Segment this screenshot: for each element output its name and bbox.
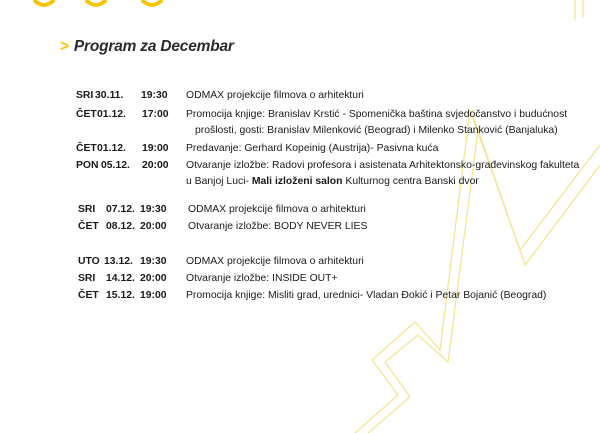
event-day: ČET: [76, 109, 97, 120]
event-day: ČET: [78, 290, 99, 301]
logo-arc-mid: [86, 0, 106, 5]
event-time: 19:30: [140, 204, 167, 215]
event-time: 20:00: [140, 273, 167, 284]
event-day: SRI: [78, 273, 96, 284]
logo-arc-left: [34, 0, 54, 5]
event-day: ČET: [76, 143, 97, 154]
event-description: Otvaranje izložbe: INSIDE OUT+: [186, 273, 338, 284]
event-description: ODMAX projekcije filmova o arhitekturi: [186, 256, 364, 267]
event-day: UTO: [78, 256, 100, 267]
event-date: 13.12.: [104, 256, 133, 267]
event-date: 30.11.: [95, 90, 124, 101]
event-date: 08.12.: [106, 221, 135, 232]
event-time: 19:30: [141, 90, 168, 101]
event-date: 01.12.: [97, 143, 126, 154]
event-time: 19:00: [142, 143, 169, 154]
event-description: Otvaranje izložbe: BODY NEVER LIES: [188, 221, 368, 232]
event-description-cont: u Banjoj Luci- Mali izloženi salon Kulturnog centra Banski dvor: [186, 176, 479, 187]
event-day: SRI: [76, 90, 94, 101]
event-description: Promocija knjige: Branislav Krstić - Spomenička baština svjedočanstvo i budućnost: [186, 109, 568, 120]
event-description-cont: prošlosti, gosti: Branislav Milenković (Beograd) i Milenko Stanković (Banjaluka): [195, 125, 558, 136]
event-time: 19:30: [140, 256, 167, 267]
program-heading: [60, 38, 234, 56]
event-description: ODMAX projekcije filmova o arhitekturi: [186, 90, 364, 101]
event-day: PON: [76, 160, 99, 171]
program-title: Program za Decembar: [73, 38, 234, 55]
event-description: Predavanje: Gerhard Kopeinig (Austrija)- Pasivna kuća: [186, 143, 439, 154]
event-date: 15.12.: [106, 290, 135, 301]
event-description: ODMAX projekcije filmova o arhitekturi: [188, 204, 366, 215]
event-time: 20:00: [142, 160, 169, 171]
event-time: 17:00: [142, 109, 169, 120]
chevron-right-icon: >: [60, 38, 69, 55]
event-date: 14.12.: [106, 273, 135, 284]
event-date: 05.12.: [101, 160, 130, 171]
event-description: Otvaranje izložbe: Radovi profesora i asistenata Arhitektonsko-građevinskog fakulteta: [186, 160, 580, 171]
event-day: ČET: [78, 221, 99, 232]
logo-arc-right: [142, 0, 162, 5]
event-day: SRI: [78, 204, 96, 215]
event-time: 20:00: [140, 221, 167, 232]
event-description: Promocija knjige: Misliti grad, urednici- Vladan Đokić i Petar Bojanić (Beograd): [186, 290, 547, 301]
event-time: 19:00: [140, 290, 167, 301]
event-date: 01.12.: [97, 109, 126, 120]
event-date: 07.12.: [106, 204, 135, 215]
